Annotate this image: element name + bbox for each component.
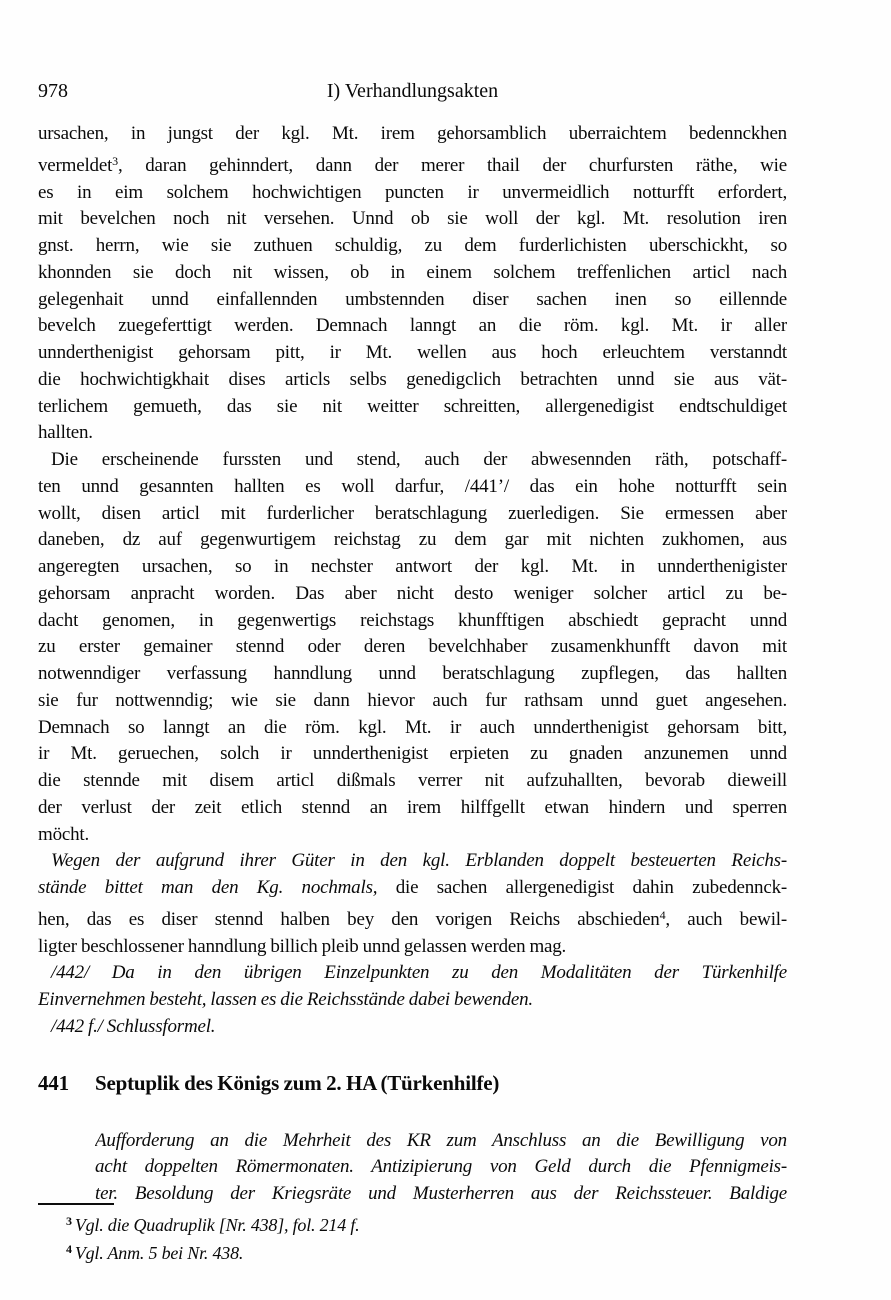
text-line [38,233,787,260]
text-line [38,715,787,742]
text-segment: vermeldet [38,154,113,176]
text-line [38,206,787,233]
body-paragraphs [38,121,787,1041]
page-number: 978 [38,80,68,102]
text-segment: unnderthenigist gehorsam pitt, ir Mt. wellen aus hoch erleuchtem verstanndt [38,342,787,363]
text-line [38,1014,787,1041]
text-line [38,527,787,554]
text-segment: /442/ Da in den übrigen Einzelpunkten zu den Modalitäten der Türkenhilfe [51,962,787,984]
text-segment: die stennde mit disem articl dißmals verrer nit aufzuhallten, bevorab dieweill [38,770,787,791]
text-line [38,688,787,715]
footnote-rule [38,1203,114,1205]
text-segment: gelegenhait unnd einfallennden umbstennden diser sachen inen so eillennde [38,288,787,310]
footnote-marker: 3 [66,1214,72,1228]
text-line [38,902,787,934]
entry-heading [38,1068,787,1098]
text-segment: sie fur nottwenndig; wie sie dann hievor auch fur rathsam unnd guet angesehen. [38,689,787,711]
footnotes-section [38,1203,787,1265]
footnote-item [38,1238,787,1266]
text-segment: ligter beschlossener hanndlung billich pleib unnd gelassen werden mag. [38,935,567,957]
footnote-text: Vgl. Anm. 5 bei Nr. 438. [74,1242,244,1263]
text-line [38,848,787,875]
text-line [95,1128,787,1155]
text-segment: ir Mt. geruechen, solch ir unnderthenigist erpieten zu gnaden anzunemen unnd [38,743,787,765]
text-segment: bevelch zuegeferttigt werden. Demnach lanngt an die röm. kgl. Mt. ir aller [38,315,787,337]
text-line [38,875,787,902]
text-line [38,474,787,501]
text-segment: die sachen allergenedigist dahin zubedennck- [377,877,787,898]
text-line [38,795,787,822]
text-segment: , auch bewil- [665,908,787,930]
text-segment: ursachen, in jungst der kgl. Mt. irem gehorsamblich uberraichtem bedennckhen [38,123,787,144]
text-line [38,501,787,528]
text-segment: es in eim solchem hochwichtigen puncten ir unvermeidlich notturfft erfordert, [38,181,787,203]
text-segment: Demnach so lanngt an die röm. kgl. Mt. ir auch unnderthenigist gehorsam bitt, [38,716,787,738]
text-segment: mit bevelchen noch nit versehen. Unnd ob sie woll der kgl. Mt. resolution iren [38,208,787,230]
text-line [38,768,787,795]
text-line [38,121,787,148]
text-segment: zu erster gemainer stennd oder deren bevelchhaber zusamenkhunfft davon mit [38,636,787,658]
text-line [38,148,787,180]
text-line [38,260,787,287]
text-segment: angeregten ursachen, so in nechster antwort der kgl. Mt. in unnderthenigister [38,556,787,577]
text-segment: Wegen der aufgrund ihrer Güter in den kgl. Erblanden doppelt besteuerten Reichs- [51,850,787,872]
entry-number: 441 [38,1070,69,1095]
text-segment: , daran gehinndert, dann der merer thail der churfursten räthe, wie [117,154,787,176]
text-segment: Aufforderung an die Mehrheit des KR zum Anschluss an die Bewilligung von [95,1129,787,1151]
entry-abstract [95,1128,787,1208]
text-line [38,447,787,474]
text-segment: ten unnd gesannten hallten es woll darfur, /441’/ das ein hohe notturfft sein [38,475,787,497]
text-segment: gehorsam anpracht worden. Das aber nicht desto weniger solcher articl zu be- [38,582,787,604]
footnote-list [38,1210,787,1265]
footnote-reference: 4 [659,907,666,922]
text-line [38,634,787,661]
text-line [38,608,787,635]
main-text [38,121,787,1208]
text-line [95,1154,787,1181]
text-segment: hallten. [38,422,93,444]
text-line [38,313,787,340]
text-line [38,822,787,849]
text-segment: möcht. [38,823,90,845]
text-segment: daneben, dz auf gegenwurtigem reichstag zu dem gar mit nichten zukhomen, aus [38,529,787,551]
text-line [38,554,787,581]
text-segment: wollt, disen articl mit furderlicher beratschlagung zuerledigen. Sie ermessen aber [38,502,787,524]
text-segment: acht doppelten Römermonaten. Antizipierung von Geld durch die Pfennigmeis- [95,1156,787,1178]
text-line [38,581,787,608]
text-line [38,287,787,314]
text-segment: stände bittet man den Kg. nochmals, [38,877,378,898]
footnote-item [38,1210,787,1238]
footnote-text: Vgl. die Quadruplik [Nr. 438], fol. 214 f. [74,1215,360,1235]
text-segment: hen, das es diser stennd halben bey den vorigen Reichs abschieden [38,908,660,930]
running-head: I) Verhandlungsakten [326,80,499,102]
footnote-marker: 4 [66,1241,72,1256]
text-line [38,367,787,394]
text-segment: Einvernehmen besteht, lassen es die Reichsstände dabei bewenden. [38,989,533,1010]
text-segment: der verlust der zeit etlich stennd an irem hilffgellt etwan hindern und sperren [38,796,787,818]
text-line [38,420,787,447]
text-line [38,987,787,1014]
text-segment: terlichem gemueth, das sie nit weitter schreitten, allergenedigist endtschuldiget [38,395,787,417]
text-line [38,934,787,961]
text-segment: dacht genomen, in gegenwertigs reichstags khunfftigen abschiedt gepracht unnd [38,609,787,631]
text-line [38,394,787,421]
text-line [38,661,787,688]
text-segment: khonnden sie doch nit wissen, ob in einem solchem treffenlichen articl nach [38,261,787,283]
text-line [38,960,787,987]
entry-title: Septuplik des Königs zum 2. HA (Türkenhilfe) [95,1070,500,1095]
footnote-reference: 3 [112,153,118,168]
text-segment: /442 f./ Schlussformel. [51,1015,216,1037]
text-line [38,340,787,367]
text-segment: gnst. herrn, wie sie zuthuen schuldig, zu dem furderlichisten uberschickht, so [38,235,787,256]
text-segment: ter. Besoldung der Kriegsräte und Musterherren aus der Reichssteuer. Baldige [95,1183,787,1204]
text-line [38,180,787,207]
text-line [38,741,787,768]
text-segment: Die erscheinende furssten und stend, auch der abwesennden räth, potschaff- [51,449,787,470]
page-header [38,80,787,106]
text-segment: notwenndiger verfassung hanndlung unnd beratschlagung zupflegen, das hallten [38,663,787,684]
text-segment: die hochwichtigkhait dises articls selbs genedigclich betrachten unnd sie aus vät- [38,368,787,390]
